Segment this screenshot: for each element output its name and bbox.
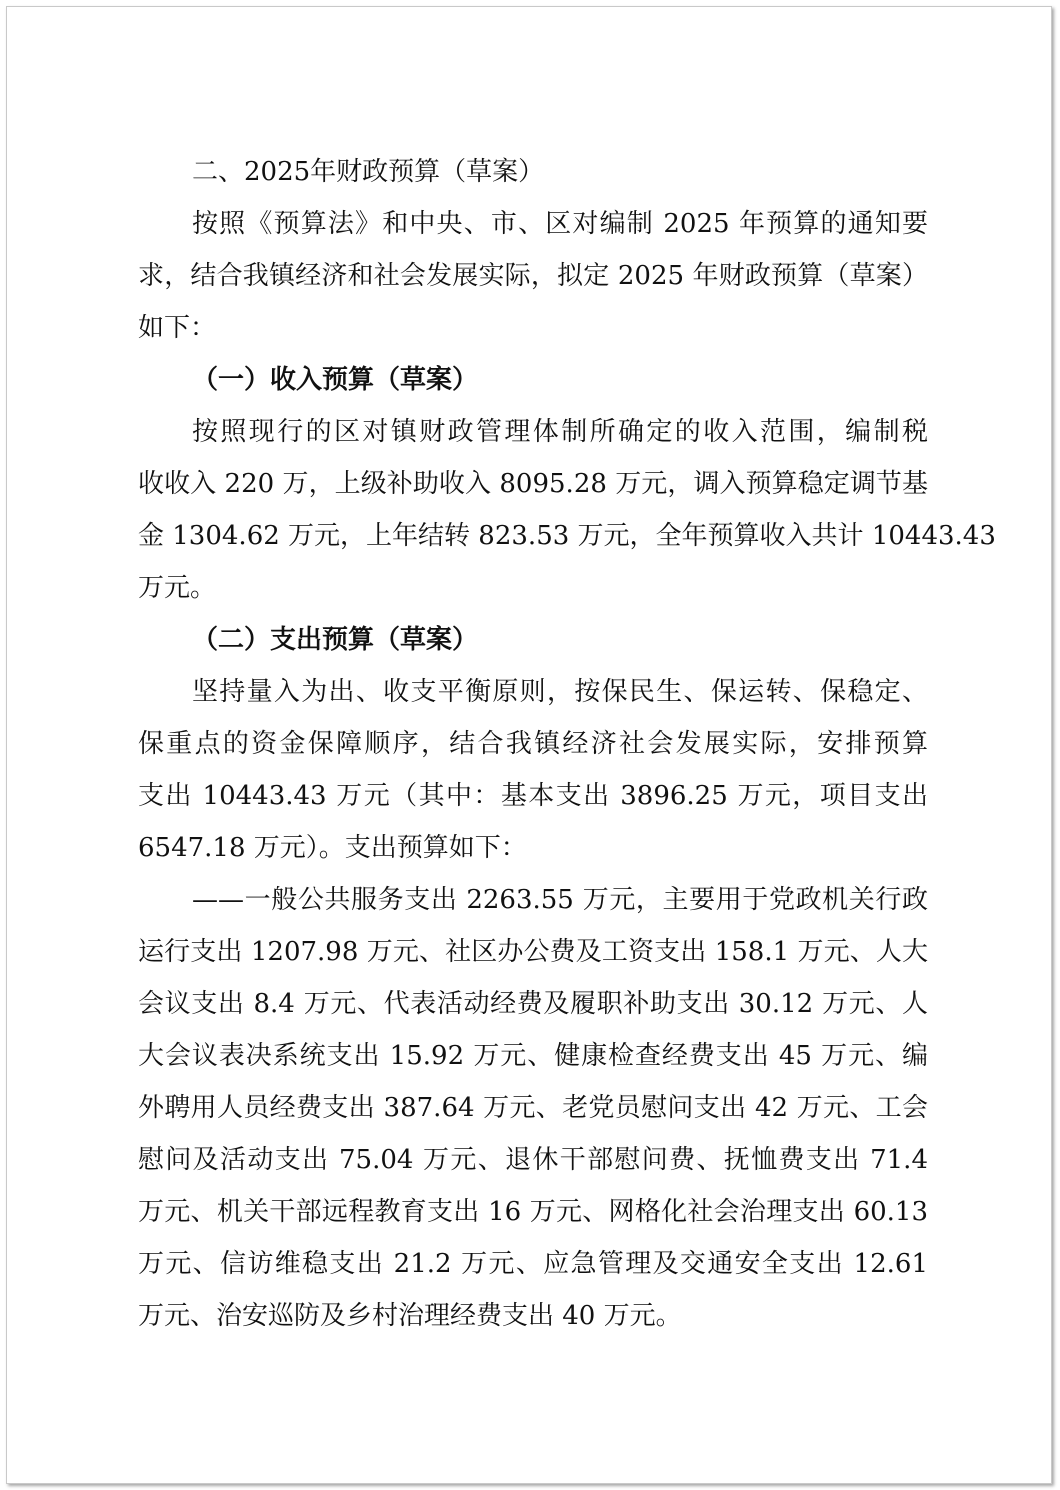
revenue-line: 按照现行的区对镇财政管理体制所确定的收入范围，编制税 xyxy=(192,417,928,447)
section-heading: 二、2025年财政预算（草案） xyxy=(192,157,545,187)
expenditure-heading: （二）支出预算（草案） xyxy=(192,625,479,655)
general-services-line: 大会议表决系统支出 15.92 万元、健康检查经费支出 45 万元、编 xyxy=(138,1041,928,1071)
general-services-line: 万元、治安巡防及乡村治理经费支出 40 万元。 xyxy=(138,1301,682,1331)
intro-line: 按照《预算法》和中央、市、区对编制 2025 年预算的通知要 xyxy=(192,209,928,239)
general-services-line: 万元、机关干部远程教育支出 16 万元、网格化社会治理支出 60.13 xyxy=(138,1197,928,1227)
expenditure-line: 保重点的资金保障顺序，结合我镇经济社会发展实际，安排预算 xyxy=(138,729,928,759)
general-services-line: 会议支出 8.4 万元、代表活动经费及履职补助支出 30.12 万元、人 xyxy=(138,989,928,1019)
general-services-line: 万元、信访维稳支出 21.2 万元、应急管理及交通安全支出 12.61 xyxy=(138,1249,928,1279)
general-services-line: 外聘用人员经费支出 387.64 万元、老党员慰问支出 42 万元、工会 xyxy=(138,1093,928,1123)
general-services-line: ——一般公共服务支出 2263.55 万元，主要用于党政机关行政 xyxy=(192,885,928,915)
document-body xyxy=(138,146,996,1342)
general-services-line: 慰问及活动支出 75.04 万元、退休干部慰问费、抚恤费支出 71.4 xyxy=(138,1145,928,1175)
intro-line: 如下： xyxy=(138,313,217,343)
revenue-line: 收收入 220 万，上级补助收入 8095.28 万元，调入预算稳定调节基 xyxy=(138,469,928,499)
expenditure-line: 支出 10443.43 万元（其中：基本支出 3896.25 万元，项目支出 xyxy=(138,781,928,811)
revenue-line: 金 1304.62 万元，上年结转 823.53 万元，全年预算收入共计 10443.43 xyxy=(138,521,996,551)
expenditure-line: 坚持量入为出、收支平衡原则，按保民生、保运转、保稳定、 xyxy=(192,677,928,707)
general-services-line: 运行支出 1207.98 万元、社区办公费及工资支出 158.1 万元、人大 xyxy=(138,937,928,967)
expenditure-line: 6547.18 万元）。支出预算如下： xyxy=(138,833,527,863)
revenue-line: 万元。 xyxy=(138,573,217,603)
intro-line: 求，结合我镇经济和社会发展实际，拟定 2025 年财政预算（草案） xyxy=(138,261,928,291)
revenue-heading: （一）收入预算（草案） xyxy=(192,365,479,395)
